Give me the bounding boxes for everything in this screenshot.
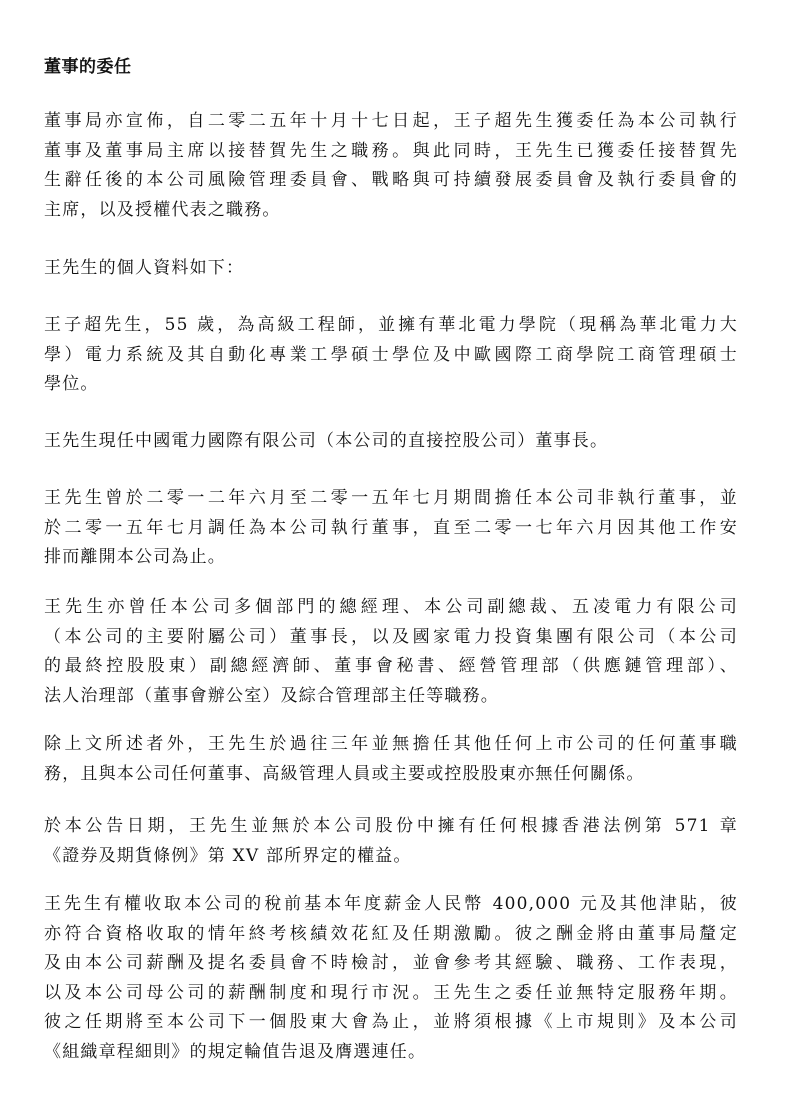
text-line: 《證券及期貨條例》第 XV 部所界定的權益。 [44, 845, 412, 866]
text-line: 務，且與本公司任何董事、高級管理人員或主要或控股股東亦無任何關係。 [44, 763, 645, 784]
paragraph-no-other-directorships [44, 730, 738, 789]
section-heading: 董事的委任 [44, 57, 132, 77]
text-line: 王先生的個人資料如下： [44, 258, 245, 278]
text-line: 的最終控股股東）副總經濟師、董事會秘書、經營管理部（供應鏈管理部）、 [44, 656, 738, 676]
text-line: 於本公告日期，王先生並無於本公司股份中擁有任何根據香港法例第 571 章 [44, 816, 738, 836]
text-line: 及由本公司薪酬及提名委員會不時檢討，並會參考其經驗、職務、工作表現， [44, 953, 738, 973]
text-line: 《組織章程細則》的規定輪值告退及膺選連任。 [44, 1041, 427, 1062]
text-line: 王先生有權收取本公司的稅前基本年度薪金人民幣 400,000 元及其他津貼，彼 [44, 894, 738, 914]
text-line: （本公司的主要附屬公司）董事長，以及國家電力投資集團有限公司（本公司 [44, 626, 738, 647]
text-line: 排而離開本公司為止。 [44, 547, 226, 567]
text-line: 生辭任後的本公司風險管理委員會、戰略與可持續發展委員會及執行委員會的 [44, 170, 738, 190]
text-line: 法人治理部（董事會辦公室）及綜合管理部主任等職務。 [44, 685, 499, 706]
paragraph-profile-intro [44, 254, 738, 284]
text-line: 學）電力系統及其自動化專業工學碩士學位及中歐國際工商學院工商管理碩士 [44, 344, 738, 365]
text-line: 以及本公司母公司的薪酬制度和現行市況。王先生之委任並無特定服務年期。 [44, 982, 738, 1003]
paragraph-past-positions [44, 593, 738, 711]
paragraph-remuneration [44, 890, 738, 1067]
text-line: 彼之任期將至本公司下一個股東大會為止，並將須根據《上市規則》及本公司 [44, 1012, 738, 1032]
paragraph-education [44, 311, 738, 400]
paragraph-past-directorship [44, 484, 738, 573]
text-line: 董事及董事局主席以接替賀先生之職務。與此同時，王先生已獲委任接替賀先 [44, 140, 738, 161]
text-line: 除上文所述者外，王先生於過往三年並無擔任其他任何上市公司的任何董事職 [44, 734, 738, 754]
paragraph-interests [44, 812, 738, 871]
text-line: 王先生現任中國電力國際有限公司（本公司的直接控股公司）董事長。 [44, 431, 609, 451]
text-line: 於二零一五年七月調任為本公司執行董事，直至二零一七年六月因其他工作安 [44, 517, 738, 538]
text-line: 王先生亦曾任本公司多個部門的總經理、本公司副總裁、五凌電力有限公司 [44, 597, 738, 617]
text-line: 學位。 [44, 374, 99, 394]
text-line: 王子超先生，55 歲，為高級工程師，並擁有華北電力學院（現稱為華北電力大 [44, 315, 738, 335]
text-line: 亦符合資格收取的情年終考核績效花紅及任期激勵。彼之酬金將由董事局釐定 [44, 923, 738, 944]
text-line: 王先生曾於二零一二年六月至二零一五年七月期間擔任本公司非執行董事，並 [44, 488, 738, 508]
text-line: 主席，以及授權代表之職務。 [44, 199, 281, 220]
paragraph-appointment [44, 107, 738, 225]
paragraph-current-role [44, 427, 738, 457]
text-line: 董事局亦宣佈，自二零二五年十月十七日起，王子超先生獲委任為本公司執行 [44, 111, 738, 131]
